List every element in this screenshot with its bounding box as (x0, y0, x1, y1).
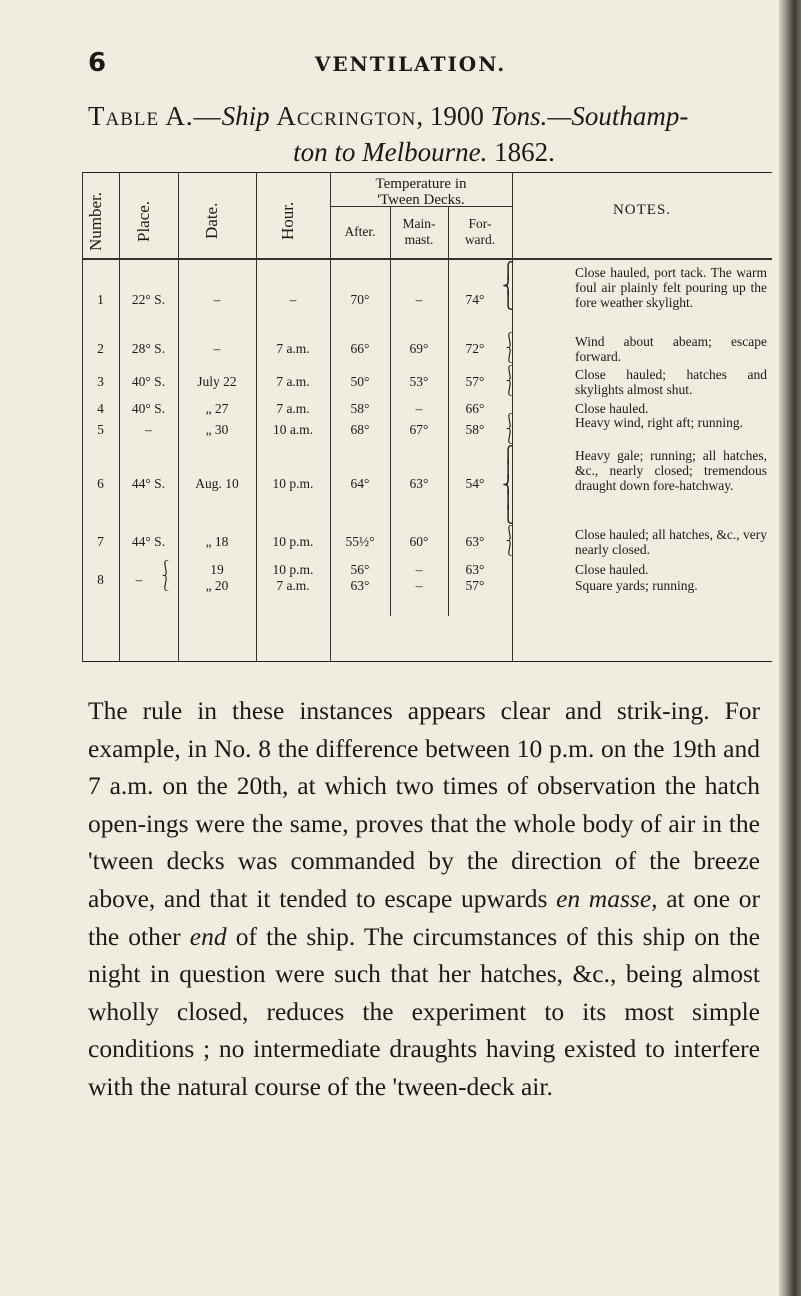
cell-hour: 7 a.m. (276, 578, 310, 593)
table-caption (88, 98, 760, 170)
header-place: Place. (134, 200, 153, 242)
cell-forward: 66° (465, 401, 485, 416)
cell-after: 58° (350, 401, 370, 416)
caption-tons-label: Tons. (490, 101, 548, 131)
cell-notes: Close hauled; hatches and skylights almost shut. (575, 367, 767, 397)
cell-place: – (135, 572, 143, 587)
cell-notes: Square yards; running. (575, 578, 698, 593)
brace-glyph: ⎰ ⎱ (502, 333, 518, 364)
brace-glyph: ⎧ ⎪ ⎨ ⎪ ⎩ (502, 447, 514, 524)
caption-tonnage: 1900 (429, 101, 484, 131)
header-main-line-1: Main- (402, 216, 436, 231)
caption-line-1: Table A.—Ship Accrington, 1900 Tons.—Southamp- (88, 101, 689, 131)
cell-date: „ 30 (205, 422, 229, 437)
cell-notes: Heavy wind, right aft; running. (575, 415, 743, 430)
header-for-line-1: For- (468, 216, 492, 231)
cell-notes: Close hauled. (575, 401, 649, 416)
cell-main: – (415, 292, 423, 307)
cell-after: 56° (350, 562, 370, 577)
cell-main: – (415, 578, 423, 593)
cell-hour: 7 a.m. (276, 374, 310, 389)
caption-ship-label: Ship (221, 101, 270, 131)
cell-main: 63° (409, 476, 429, 491)
cell-place: 40° S. (131, 401, 166, 416)
brace-glyph: ⎰ ⎱ (502, 526, 518, 557)
cell-forward: 63° (465, 562, 485, 577)
cell-place: 44° S. (131, 476, 166, 491)
cell-hour: 10 a.m. (272, 422, 314, 437)
brace-glyph: ⎰ ⎱ (502, 414, 518, 445)
header-date: Date. (202, 202, 221, 240)
brace-glyph: ⎧ ⎨ ⎩ (502, 263, 514, 310)
header-for-line-2: ward. (464, 232, 496, 247)
header-temperature (330, 176, 512, 208)
cell-num: 2 (97, 341, 104, 356)
ship-temperature-table (82, 172, 772, 662)
caption-route-a: —Southamp- (547, 101, 689, 131)
paragraph (88, 692, 760, 1106)
header-number: Number. (86, 191, 105, 251)
cell-after: 63° (350, 578, 370, 593)
header-forward (448, 216, 512, 248)
cell-place: 40° S. (131, 374, 166, 389)
cell-num: 7 (97, 534, 104, 549)
cell-num: 6 (97, 476, 104, 491)
cell-forward: 57° (465, 578, 485, 593)
body-paragraph (88, 692, 760, 1106)
caption-line-2 (88, 134, 760, 170)
page-header (88, 48, 733, 82)
cell-after: 55½° (345, 534, 375, 549)
cell-main: – (415, 562, 423, 577)
cell-place: – (145, 422, 152, 437)
cell-after: 64° (350, 476, 370, 491)
cell-main: 69° (409, 341, 429, 356)
cell-notes: Wind about abeam; escape forward. (575, 334, 767, 364)
header-temp-line-1: Temperature in (375, 176, 467, 192)
cell-place: 44° S. (131, 534, 166, 549)
cell-num: 3 (97, 374, 104, 389)
caption-route-b: ton to Melbourne. (293, 137, 488, 167)
cell-after: 66° (350, 341, 370, 356)
cell-hour: 7 a.m. (276, 401, 310, 416)
header-mainmast (390, 216, 448, 248)
cell-hour: 7 a.m. (276, 341, 310, 356)
brace-glyph: ⎰ ⎱ (502, 366, 518, 397)
paragraph-italic-2: end (189, 921, 227, 951)
cell-date: July 22 (197, 374, 237, 389)
cell-after: 68° (350, 422, 370, 437)
cell-hour: 10 p.m. (272, 476, 314, 491)
cell-place: 22° S. (131, 292, 166, 307)
paragraph-text-2: at one or the other (88, 883, 761, 951)
cell-notes: Heavy gale; running; all hatches, &c., nearly closed; tremendous draught down fore-hatchway. (575, 448, 767, 493)
caption-prefix: Table A.— (88, 101, 222, 131)
cell-date: 19 (210, 562, 224, 577)
cell-date: „ 18 (205, 534, 229, 549)
cell-notes: Close hauled; all hatches, &c., very nearly closed. (575, 527, 767, 557)
paragraph-italic-1: en masse, (556, 883, 658, 913)
header-hour: Hour. (278, 201, 297, 241)
cell-forward: 72° (465, 341, 485, 356)
header-notes: NOTES. (612, 202, 672, 218)
cell-date: „ 20 (205, 578, 229, 593)
cell-notes: Close hauled, port tack. The warm foul air plainly felt pouring up the fore weather skylight. (575, 265, 767, 310)
cell-hour: 10 p.m. (272, 562, 314, 577)
cell-after: 50° (350, 374, 370, 389)
cell-date: Aug. 10 (195, 476, 239, 491)
cell-date: – (213, 292, 221, 307)
header-temp-line-2: 'Tween Decks. (377, 192, 465, 208)
cell-main: – (415, 401, 423, 416)
cell-notes: Close hauled. (575, 562, 649, 577)
cell-num: 1 (97, 292, 104, 307)
cell-forward: 63° (465, 534, 485, 549)
cell-forward: 58° (465, 422, 485, 437)
page-number: 6 (88, 48, 107, 78)
caption-ship-name: Accrington (276, 101, 417, 131)
header-rule (82, 258, 772, 260)
cell-after: 70° (350, 292, 370, 307)
paragraph-text-1: The rule in these instances appears clear and strik-ing. For example, in No. 8 the difference between 10 p.m. on the 19th and 7 a.m. on the 20th, at which two times of observation the hatch open-ings were the same, proves that the whole body of air in the 'tween decks was commanded by the direction of the breeze above, and that it tended to escape upwards (88, 696, 760, 913)
page-edge-shadow (779, 0, 801, 1296)
header-after: After. (344, 224, 376, 239)
header-main-line-2: mast. (404, 232, 434, 247)
cell-forward: 54° (465, 476, 485, 491)
cell-main: 60° (409, 534, 429, 549)
cell-num: 4 (97, 401, 104, 416)
cell-hour: 10 p.m. (272, 534, 314, 549)
paragraph-text-3: of the ship. The circumstances of this ship on the night in question were such that her hatches, &c., being almost wholly closed, reduces the experiment to its most simple conditions ; no intermediate draughts having existed to interfere with the natural course of the 'tween-deck air. (88, 921, 760, 1101)
cell-main: 53° (409, 374, 429, 389)
col-rule (82, 172, 83, 662)
cell-date: „ 27 (205, 401, 229, 416)
brace-glyph: ⎰ ⎱ (158, 561, 174, 592)
cell-num: 5 (97, 422, 104, 437)
caption-year: 1862. (494, 137, 555, 167)
cell-num: 8 (97, 572, 104, 587)
cell-forward: 57° (465, 374, 485, 389)
cell-date: – (213, 341, 221, 356)
col-rule (119, 172, 120, 662)
running-title: VENTILATION. (314, 52, 507, 76)
cell-hour: – (289, 292, 297, 307)
cell-place: 28° S. (131, 341, 166, 356)
cell-forward: 74° (465, 292, 485, 307)
cell-main: 67° (409, 422, 429, 437)
